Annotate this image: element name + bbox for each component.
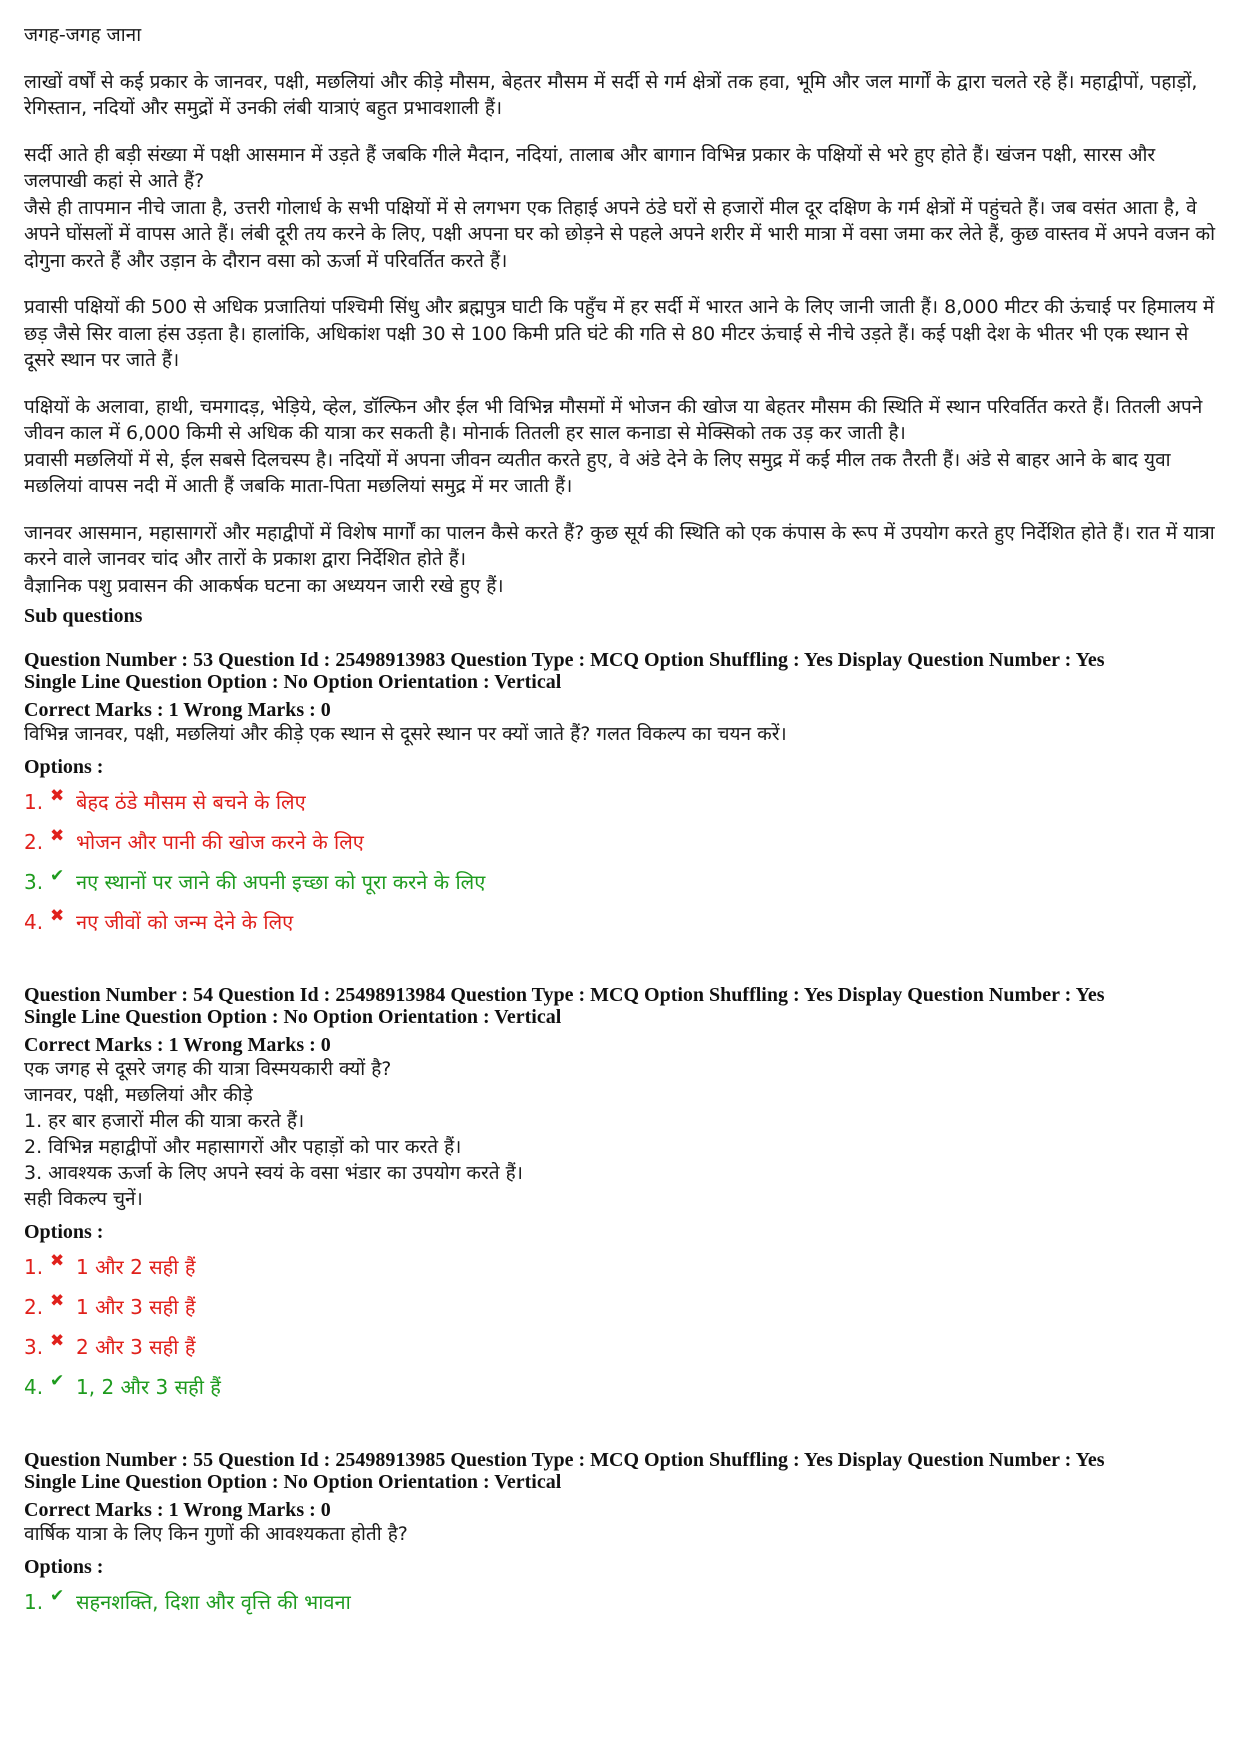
option-text: 2 और 3 सही हैं xyxy=(76,1335,196,1359)
question-text: 3. आवश्यक ऊर्जा के लिए अपने स्वयं के वसा भंडार का उपयोग करते हैं। xyxy=(24,1162,523,1184)
passage-paragraph: पक्षियों के अलावा, हाथी, चमगादड़, भेड़िये, व्हेल, डॉल्फिन और ईल भी विभिन्न मौसमों में भोजन की खोज या बेहतर मौसम की स्थिति में स्थान परिवर्तित करते हैं। तितली अपने जीवन काल में 6,000 किमी से अधिक की यात्रा कर सकती है। मोनार्क तितली हर साल कनाडा से मेक्सिको तक उड़ कर जाती है। xyxy=(24,395,1203,444)
question-meta: Question Number : 55 Question Id : 25498913985 Question Type : MCQ Option Shuffling : Yes Display Question Number : Yes xyxy=(24,1449,1105,1471)
question-text: विभिन्न जानवर, पक्षी, मछलियां और कीड़े एक स्थान से दूसरे स्थान पर क्यों जाते हैं? गलत विकल्प का चयन करें। xyxy=(24,723,787,745)
cross-icon: ✖ xyxy=(50,786,65,806)
cross-icon: ✖ xyxy=(50,1251,65,1271)
cross-icon: ✖ xyxy=(50,1331,65,1351)
option-text: 1, 2 और 3 सही हैं xyxy=(76,1375,221,1399)
option-text: भोजन और पानी की खोज करने के लिए xyxy=(76,830,364,854)
option-item xyxy=(24,1287,1220,1327)
check-icon: ✔ xyxy=(50,1371,65,1391)
question-text: वार्षिक यात्रा के लिए किन गुणों की आवश्यकता होती है? xyxy=(24,1523,408,1545)
option-number: 3. xyxy=(24,870,44,894)
question-meta: Single Line Question Option : No Option Orientation : Vertical xyxy=(24,1006,562,1028)
question-block xyxy=(24,649,1220,942)
question-text: सही विकल्प चुनें। xyxy=(24,1188,143,1210)
option-number: 1. xyxy=(24,790,44,814)
passage-paragraph: प्रवासी पक्षियों की 500 से अधिक प्रजातियां पश्चिमी सिंधु और ब्रह्मपुत्र घाटी कि पहुँच में हर सर्दी में भारत आने के लिए जानी जाती हैं। 8,000 मीटर की ऊंचाई पर हिमालय में छड़ जैसे सिर वाला हंस उड़ता है। हालांकि, अधिकांश पक्षी 30 से 100 किमी प्रति घंटे की गति से 80 मीटर ऊंचाई से नीचे उड़ते हैं। कई पक्षी देश के भीतर भी एक स्थान से दूसरे स्थान पर जाते हैं। xyxy=(24,296,1215,371)
question-text: 2. विभिन्न महाद्वीपों और महासागरों और पहाड़ों को पार करते हैं। xyxy=(24,1136,462,1158)
question-marks: Correct Marks : 1 Wrong Marks : 0 xyxy=(24,1499,331,1521)
option-item xyxy=(24,1582,1220,1622)
passage-title: जगह-जगह जाना xyxy=(24,24,142,46)
question-text: जानवर, पक्षी, मछलियां और कीड़े xyxy=(24,1084,253,1106)
option-text: 1 और 2 सही हैं xyxy=(76,1255,196,1279)
cross-icon: ✖ xyxy=(50,906,65,926)
options-label: Options : xyxy=(24,756,104,778)
passage-paragraph: जैसे ही तापमान नीचे जाता है, उत्तरी गोलार्ध के सभी पक्षियों में से लगभग एक तिहाई अपने ठंडे घरों से हजारों मील दूर दक्षिण के गर्म क्षेत्रों में पहुंचते हैं। जब वसंत आता है, वे अपने घोंसलों में वापस आते हैं। लंबी दूरी तय करने के लिए, पक्षी अपना घर को छोड़ने से पहले अपने शरीर में भारी मात्रा में वसा जमा कर लेते हैं, कुछ वास्तव में अपने वजन को दोगुना करते हैं और उड़ान के दौरान वसा को ऊर्जा में परिवर्तित करते हैं। xyxy=(24,196,1216,272)
option-number: 3. xyxy=(24,1335,44,1359)
passage-paragraph: जानवर आसमान, महासागरों और महाद्वीपों में विशेष मार्गों का पालन कैसे करते हैं? कुछ सूर्य की स्थिति को एक कंपास के रूप में उपयोग करते हुए निर्देशित होते हैं। रात में यात्रा करने वाले जानवर चांद और तारों के प्रकाश द्वारा निर्देशित होते हैं। xyxy=(24,521,1215,570)
question-text: एक जगह से दूसरे जगह की यात्रा विस्मयकारी क्यों है? xyxy=(24,1058,392,1080)
check-icon: ✔ xyxy=(50,1586,65,1606)
question-list xyxy=(24,649,1220,1622)
passage-paragraph: प्रवासी मछलियों में से, ईल सबसे दिलचस्प है। नदियों में अपना जीवन व्यतीत करते हुए, वे अंडे देने के लिए समुद्र में कई मील तक तैरती हैं। अंडे से बाहर आने के बाद युवा मछलियां वापस नदी में आती हैं जबकि माता-पिता मछलियां समुद्र में मर जाती हैं। xyxy=(24,448,1171,497)
question-block xyxy=(24,1449,1220,1622)
question-block xyxy=(24,984,1220,1407)
option-number: 4. xyxy=(24,1375,44,1399)
option-number: 2. xyxy=(24,1295,44,1319)
options-label: Options : xyxy=(24,1221,104,1243)
option-number: 1. xyxy=(24,1255,44,1279)
option-text: 1 और 3 सही हैं xyxy=(76,1295,196,1319)
option-text: नए स्थानों पर जाने की अपनी इच्छा को पूरा करने के लिए xyxy=(76,870,486,894)
option-item xyxy=(24,782,1220,822)
option-item xyxy=(24,1367,1220,1407)
passage-paragraph: लाखों वर्षों से कई प्रकार के जानवर, पक्षी, मछलियां और कीड़े मौसम, बेहतर मौसम में सर्दी से गर्म क्षेत्रों तक हवा, भूमि और जल मार्गों के द्वारा चलते रहे हैं। महाद्वीपों, पहाड़ों, रेगिस्तान, नदियों और समुद्रों में उनकी लंबी यात्राएं बहुत प्रभावशाली हैं। xyxy=(24,70,1198,119)
question-marks: Correct Marks : 1 Wrong Marks : 0 xyxy=(24,1034,331,1056)
option-item xyxy=(24,1327,1220,1367)
question-meta: Question Number : 53 Question Id : 25498913983 Question Type : MCQ Option Shuffling : Yes Display Question Number : Yes xyxy=(24,649,1105,671)
question-text: 1. हर बार हजारों मील की यात्रा करते हैं। xyxy=(24,1110,305,1132)
options-label: Options : xyxy=(24,1556,104,1578)
question-meta: Single Line Question Option : No Option Orientation : Vertical xyxy=(24,1471,562,1493)
question-meta: Single Line Question Option : No Option Orientation : Vertical xyxy=(24,671,562,693)
cross-icon: ✖ xyxy=(50,826,65,846)
option-item xyxy=(24,902,1220,942)
sub-questions-label: Sub questions xyxy=(24,605,143,627)
spacer xyxy=(24,942,1220,984)
option-text: नए जीवों को जन्म देने के लिए xyxy=(76,910,294,934)
question-marks: Correct Marks : 1 Wrong Marks : 0 xyxy=(24,699,331,721)
check-icon: ✔ xyxy=(50,866,65,886)
option-text: सहनशक्ति, दिशा और वृत्ति की भावना xyxy=(76,1590,351,1614)
option-item xyxy=(24,1247,1220,1287)
passage-paragraph: वैज्ञानिक पशु प्रवासन की आकर्षक घटना का अध्ययन जारी रखे हुए हैं। xyxy=(24,574,504,597)
option-number: 4. xyxy=(24,910,44,934)
option-number: 1. xyxy=(24,1590,44,1614)
question-meta: Question Number : 54 Question Id : 25498913984 Question Type : MCQ Option Shuffling : Yes Display Question Number : Yes xyxy=(24,984,1105,1006)
option-number: 2. xyxy=(24,830,44,854)
option-text: बेहद ठंडे मौसम से बचने के लिए xyxy=(76,790,306,814)
spacer xyxy=(24,1407,1220,1449)
option-item xyxy=(24,862,1220,902)
document-page xyxy=(24,22,1220,1622)
option-item xyxy=(24,822,1220,862)
passage-paragraph: सर्दी आते ही बड़ी संख्या में पक्षी आसमान में उड़ते हैं जबकि गीले मैदान, नदियां, तालाब और बागान विभिन्न प्रकार के पक्षियों से भरे हुए होते हैं। खंजन पक्षी, सारस और जलपाखी कहां से आते हैं? xyxy=(24,143,1156,192)
cross-icon: ✖ xyxy=(50,1291,65,1311)
